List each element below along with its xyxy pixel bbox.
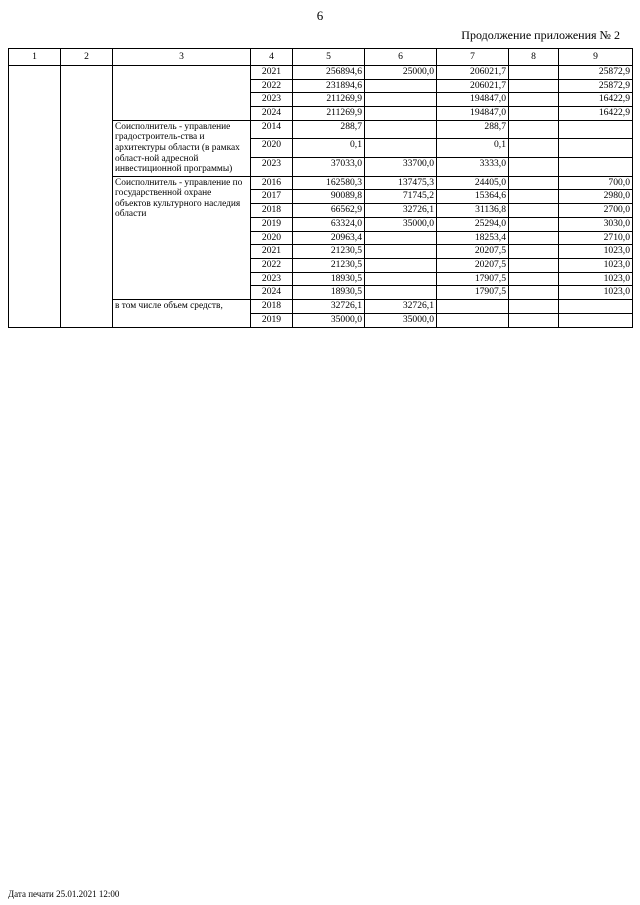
federal-budget-cell: 32726,1 — [365, 204, 437, 218]
year-cell: 2020 — [251, 231, 293, 245]
local-budget-cell — [509, 93, 559, 107]
local-budget-cell — [509, 231, 559, 245]
column-header-2: 2 — [61, 49, 113, 66]
total-amount-cell: 18930,5 — [293, 286, 365, 300]
budget-table — [8, 48, 633, 328]
regional-budget-cell: 206021,7 — [437, 79, 509, 93]
executor-label: Соисполнитель - управление градостроитель-ства и архитектуры области (в рамках област-ной адресной инвестиционной программы) — [113, 120, 251, 176]
total-amount-cell: 18930,5 — [293, 272, 365, 286]
regional-budget-cell — [437, 313, 509, 327]
regional-budget-cell: 0,1 — [437, 139, 509, 158]
regional-budget-cell: 17907,5 — [437, 286, 509, 300]
other-sources-cell: 1023,0 — [559, 259, 633, 273]
total-amount-cell: 35000,0 — [293, 313, 365, 327]
federal-budget-cell — [365, 231, 437, 245]
regional-budget-cell: 3333,0 — [437, 158, 509, 177]
total-amount-cell: 211269,9 — [293, 93, 365, 107]
other-sources-cell: 2710,0 — [559, 231, 633, 245]
other-sources-cell: 25872,9 — [559, 79, 633, 93]
year-cell: 2022 — [251, 79, 293, 93]
federal-budget-cell: 25000,0 — [365, 66, 437, 80]
federal-budget-cell — [365, 272, 437, 286]
regional-budget-cell: 18253,4 — [437, 231, 509, 245]
federal-budget-cell: 71745,2 — [365, 190, 437, 204]
column-header-9: 9 — [559, 49, 633, 66]
regional-budget-cell: 206021,7 — [437, 66, 509, 80]
regional-budget-cell: 31136,8 — [437, 204, 509, 218]
other-sources-cell: 25872,9 — [559, 66, 633, 80]
total-amount-cell: 162580,3 — [293, 176, 365, 190]
year-cell: 2019 — [251, 217, 293, 231]
regional-budget-cell: 25294,0 — [437, 217, 509, 231]
federal-budget-cell — [365, 245, 437, 259]
year-cell: 2021 — [251, 245, 293, 259]
column-header-5: 5 — [293, 49, 365, 66]
other-sources-cell — [559, 313, 633, 327]
local-budget-cell — [509, 259, 559, 273]
local-budget-cell — [509, 217, 559, 231]
year-cell: 2018 — [251, 300, 293, 314]
year-cell: 2023 — [251, 158, 293, 177]
other-sources-cell: 700,0 — [559, 176, 633, 190]
local-budget-cell — [509, 139, 559, 158]
federal-budget-cell: 33700,0 — [365, 158, 437, 177]
regional-budget-cell: 194847,0 — [437, 93, 509, 107]
total-amount-cell: 37033,0 — [293, 158, 365, 177]
local-budget-cell — [509, 300, 559, 314]
other-sources-cell: 16422,9 — [559, 93, 633, 107]
federal-budget-cell — [365, 93, 437, 107]
year-cell: 2014 — [251, 120, 293, 139]
regional-budget-cell: 24405,0 — [437, 176, 509, 190]
year-cell: 2024 — [251, 286, 293, 300]
year-cell: 2019 — [251, 313, 293, 327]
other-sources-cell — [559, 120, 633, 139]
column-header-8: 8 — [509, 49, 559, 66]
empty-column-2-cell — [61, 66, 113, 328]
total-amount-cell: 288,7 — [293, 120, 365, 139]
continuation-note: Продолжение приложения № 2 — [461, 28, 620, 42]
total-amount-cell: 256894,6 — [293, 66, 365, 80]
year-cell: 2023 — [251, 93, 293, 107]
other-sources-cell: 2980,0 — [559, 190, 633, 204]
federal-budget-cell: 35000,0 — [365, 217, 437, 231]
local-budget-cell — [509, 66, 559, 80]
total-amount-cell: 21230,5 — [293, 259, 365, 273]
year-cell: 2017 — [251, 190, 293, 204]
other-sources-cell — [559, 139, 633, 158]
federal-budget-cell — [365, 107, 437, 121]
other-sources-cell: 1023,0 — [559, 286, 633, 300]
federal-budget-cell — [365, 79, 437, 93]
regional-budget-cell: 20207,5 — [437, 245, 509, 259]
year-cell: 2023 — [251, 272, 293, 286]
column-number-row — [9, 49, 633, 66]
total-amount-cell: 0,1 — [293, 139, 365, 158]
regional-budget-cell: 194847,0 — [437, 107, 509, 121]
other-sources-cell: 16422,9 — [559, 107, 633, 121]
federal-budget-cell — [365, 259, 437, 273]
column-header-6: 6 — [365, 49, 437, 66]
federal-budget-cell — [365, 286, 437, 300]
total-amount-cell: 231894,6 — [293, 79, 365, 93]
local-budget-cell — [509, 272, 559, 286]
federal-budget-cell: 137475,3 — [365, 176, 437, 190]
year-cell: 2020 — [251, 139, 293, 158]
local-budget-cell — [509, 107, 559, 121]
federal-budget-cell: 32726,1 — [365, 300, 437, 314]
federal-budget-cell — [365, 139, 437, 158]
total-amount-cell: 21230,5 — [293, 245, 365, 259]
local-budget-cell — [509, 204, 559, 218]
other-sources-cell: 2700,0 — [559, 204, 633, 218]
regional-budget-cell: 15364,6 — [437, 190, 509, 204]
regional-budget-cell: 20207,5 — [437, 259, 509, 273]
column-header-1: 1 — [9, 49, 61, 66]
regional-budget-cell: 17907,5 — [437, 272, 509, 286]
local-budget-cell — [509, 245, 559, 259]
other-sources-cell: 3030,0 — [559, 217, 633, 231]
year-cell: 2016 — [251, 176, 293, 190]
year-cell: 2018 — [251, 204, 293, 218]
local-budget-cell — [509, 176, 559, 190]
total-amount-cell: 66562,9 — [293, 204, 365, 218]
total-amount-cell: 211269,9 — [293, 107, 365, 121]
regional-budget-cell: 288,7 — [437, 120, 509, 139]
local-budget-cell — [509, 158, 559, 177]
year-cell: 2022 — [251, 259, 293, 273]
executor-label: в том числе объем средств, — [113, 300, 251, 327]
print-date: Дата печати 25.01.2021 12:00 — [8, 889, 120, 899]
local-budget-cell — [509, 286, 559, 300]
total-amount-cell: 90089,8 — [293, 190, 365, 204]
table-body — [9, 66, 633, 328]
federal-budget-cell: 35000,0 — [365, 313, 437, 327]
page-number: 6 — [316, 8, 324, 23]
local-budget-cell — [509, 79, 559, 93]
total-amount-cell: 32726,1 — [293, 300, 365, 314]
executor-label: Соисполнитель - управление по государственной охране объектов культурного наследия области — [113, 176, 251, 300]
total-amount-cell: 63324,0 — [293, 217, 365, 231]
year-cell: 2021 — [251, 66, 293, 80]
column-header-7: 7 — [437, 49, 509, 66]
other-sources-cell — [559, 158, 633, 177]
local-budget-cell — [509, 313, 559, 327]
regional-budget-cell — [437, 300, 509, 314]
local-budget-cell — [509, 190, 559, 204]
table-header — [9, 49, 633, 66]
other-sources-cell: 1023,0 — [559, 272, 633, 286]
column-header-3: 3 — [113, 49, 251, 66]
budget-table-wrapper — [8, 48, 632, 328]
table-row — [9, 66, 633, 80]
other-sources-cell: 1023,0 — [559, 245, 633, 259]
federal-budget-cell — [365, 120, 437, 139]
other-sources-cell — [559, 300, 633, 314]
local-budget-cell — [509, 120, 559, 139]
column-header-4: 4 — [251, 49, 293, 66]
empty-column-1-cell — [9, 66, 61, 328]
total-amount-cell: 20963,4 — [293, 231, 365, 245]
year-cell: 2024 — [251, 107, 293, 121]
executor-label — [113, 66, 251, 121]
